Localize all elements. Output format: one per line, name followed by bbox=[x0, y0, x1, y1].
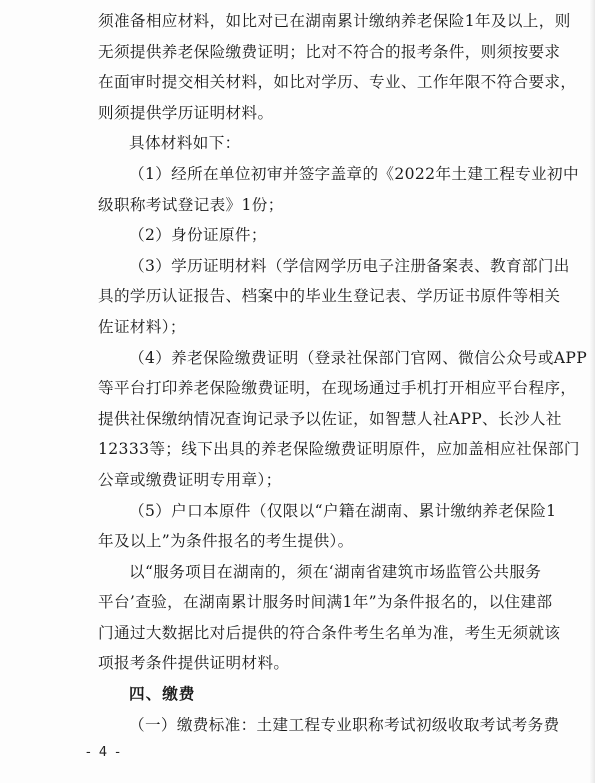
text-line: 级职称考试登记表》1份； bbox=[98, 195, 284, 214]
text-line: 须准备相应材料，如比对已在湖南累计缴纳养老保险1年及以上，则 bbox=[98, 12, 571, 30]
document-body bbox=[98, 6, 588, 740]
text-line: 以“服务项目在湖南的，须在‘湖南省建筑市场监管公共服务 bbox=[129, 562, 542, 581]
text-line: 具的学历认证报告、档案中的毕业生登记表、学历证书原件等相关 bbox=[98, 287, 561, 306]
text-line: （5）户口本原件（仅限以“户籍在湖南、累计缴纳养老保险1 bbox=[129, 501, 557, 520]
text-line: 佐证材料）； bbox=[98, 317, 186, 336]
section-heading: 四、缴费 bbox=[129, 685, 196, 704]
text-line: 平台’查验，在湖南累计服务时间满1年”为条件报名的，以住建部 bbox=[98, 593, 553, 612]
text-line: （一）缴费标准：土建工程专业职称考试初级收取考试考务费 bbox=[129, 715, 560, 734]
text-line: 提供社保缴纳情况查询记录予以佐证，如智慧人社APP、长沙人社 bbox=[98, 409, 562, 428]
text-line: （2）身份证原件； bbox=[129, 226, 267, 245]
text-line: 无须提供养老保险缴费证明；比对不符合的报考条件，则须按要求 bbox=[98, 42, 561, 61]
text-line: 具体材料如下： bbox=[129, 134, 241, 153]
text-line: 在面审时提交相关材料，如比对学历、专业、工作年限不符合要求， bbox=[98, 73, 577, 92]
text-line: （4）养老保险缴费证明（登录社保部门官网、微信公众号或APP bbox=[129, 348, 588, 367]
text-line: 项报考条件提供证明材料。 bbox=[98, 654, 290, 673]
text-line: 等平台打印养老保险缴费证明，在现场通过手机打开相应平台程序， bbox=[98, 379, 577, 398]
text-line: 12333等；线下出具的养老保险缴费证明原件，应加盖相应社保部门 bbox=[98, 440, 580, 459]
text-line: 公章或缴费证明专用章）； bbox=[98, 470, 282, 489]
text-line: 则须提供学历证明材料。 bbox=[98, 103, 274, 122]
text-line: （1）经所在单位初审并签字盖章的《2022年土建工程专业初中 bbox=[129, 164, 579, 183]
page-number: - 4 - bbox=[86, 745, 122, 760]
text-line: （3）学历证明材料（学信网学历电子注册备案表、教育部门出 bbox=[129, 256, 570, 275]
text-line: 门通过大数据比对后提供的符合条件考生名单为准，考生无须就该 bbox=[98, 623, 561, 642]
page-edge-shadow bbox=[589, 0, 595, 783]
text-line: 年及以上”为条件报名的考生提供）。 bbox=[98, 532, 354, 551]
